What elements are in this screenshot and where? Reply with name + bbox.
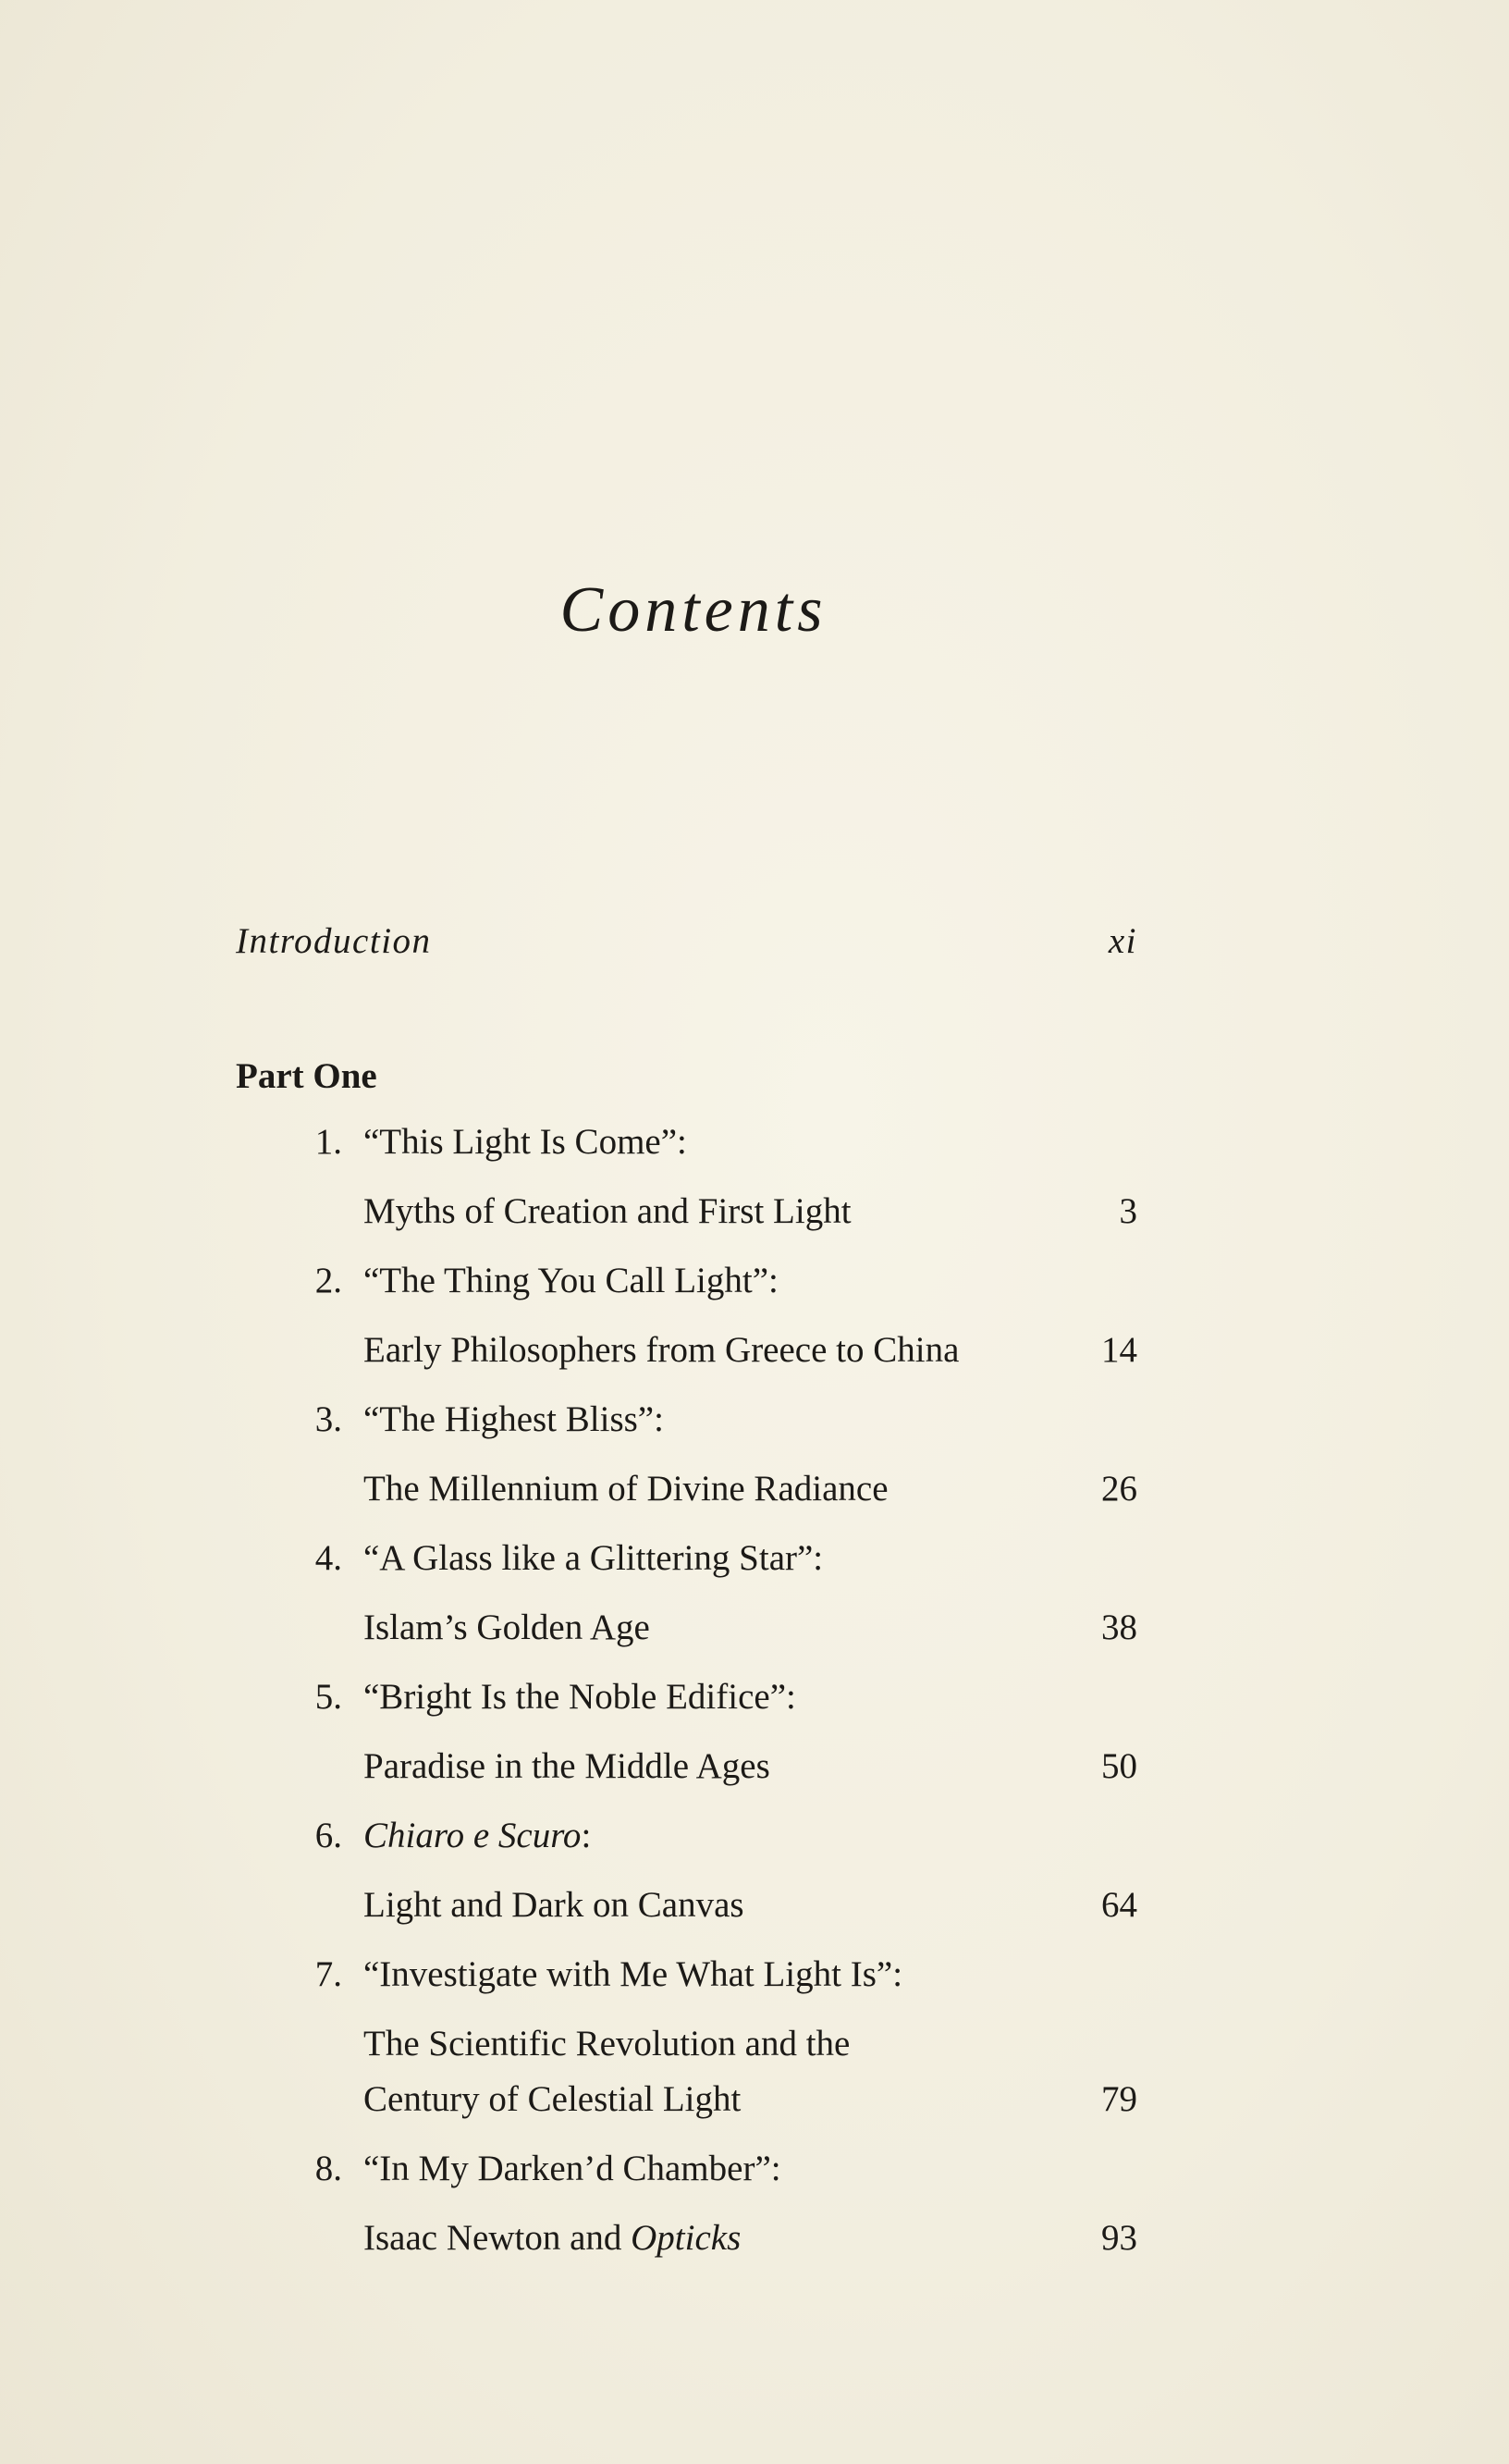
chapter-subtitle: [363, 2211, 1038, 2280]
chapter-number: 3.: [314, 1399, 342, 1439]
chapter-subtitle: Light and Dark on Canvas: [363, 1885, 744, 1925]
chapter-title: [363, 1808, 1137, 1878]
toc-entry-chapter-7[interactable]: [236, 1947, 1137, 2141]
toc-entry-chapter-5[interactable]: [236, 1669, 1137, 1808]
chapter-number: 2.: [314, 1261, 342, 1300]
chapter-title-suffix: :: [581, 1816, 592, 1855]
part-heading: Part One: [236, 1056, 377, 1096]
toc-entry-chapter-3[interactable]: [236, 1392, 1137, 1531]
chapter-title-italic: Chiaro e Scuro: [363, 1816, 582, 1855]
chapter-subtitle: Paradise in the Middle Ages: [363, 1746, 770, 1786]
chapter-subtitle: The Millennium of Divine Radiance: [363, 1469, 889, 1509]
toc-entry-chapter-4[interactable]: [236, 1531, 1137, 1669]
chapter-page-number: 93: [1101, 2218, 1137, 2258]
chapter-subtitle-italic: Opticks: [631, 2218, 742, 2258]
chapter-title: “Bright Is the Noble Edifice”:: [363, 1677, 796, 1717]
chapter-number: 8.: [314, 2149, 342, 2188]
chapter-page-number: 64: [1101, 1885, 1137, 1925]
chapter-subtitle-text: Isaac Newton and: [363, 2218, 632, 2258]
chapter-subtitle: Myths of Creation and First Light: [363, 1191, 852, 1231]
toc-entry-chapter-6[interactable]: [236, 1808, 1137, 1947]
chapter-title: “Investigate with Me What Light Is”:: [363, 1954, 903, 1994]
toc-entry-chapter-8[interactable]: [236, 2141, 1137, 2280]
toc-entry-chapter-1[interactable]: [236, 1115, 1137, 1253]
chapter-number: 5.: [314, 1677, 342, 1717]
chapter-page-number: 14: [1101, 1330, 1137, 1370]
chapter-number: 6.: [314, 1816, 342, 1855]
entry-page-number: xi: [1108, 921, 1137, 961]
chapter-page-number: 79: [1101, 2079, 1137, 2119]
chapter-title: “In My Darken’d Chamber”:: [363, 2149, 781, 2188]
chapter-title: “A Glass like a Glittering Star”:: [363, 1538, 824, 1578]
chapter-subtitle: Islam’s Golden Age: [363, 1608, 650, 1647]
chapter-list: [236, 1115, 1137, 2280]
chapter-subtitle: Early Philosophers from Greece to China: [363, 1330, 960, 1370]
entry-title: Introduction: [236, 921, 432, 961]
chapter-title: “This Light Is Come”:: [363, 1122, 687, 1162]
chapter-page-number: 50: [1101, 1746, 1137, 1786]
chapter-number: 4.: [314, 1538, 342, 1578]
chapter-title: “The Highest Bliss”:: [363, 1399, 664, 1439]
chapter-title: “The Thing You Call Light”:: [363, 1261, 779, 1300]
chapter-subtitle: [363, 2016, 1038, 2141]
page-title: Contents: [559, 574, 828, 646]
toc-entry-introduction[interactable]: [236, 920, 1137, 976]
chapter-subtitle-line-1: The Scientific Revolution and the: [363, 2024, 851, 2064]
chapter-number: 1.: [314, 1122, 342, 1162]
chapter-subtitle-line-2: Century of Celestial Light: [363, 2079, 742, 2119]
chapter-number: 7.: [314, 1954, 342, 1994]
chapter-page-number: 3: [1119, 1191, 1137, 1231]
toc-entry-chapter-2[interactable]: [236, 1253, 1137, 1392]
chapter-page-number: 26: [1101, 1469, 1137, 1509]
chapter-page-number: 38: [1101, 1608, 1137, 1647]
